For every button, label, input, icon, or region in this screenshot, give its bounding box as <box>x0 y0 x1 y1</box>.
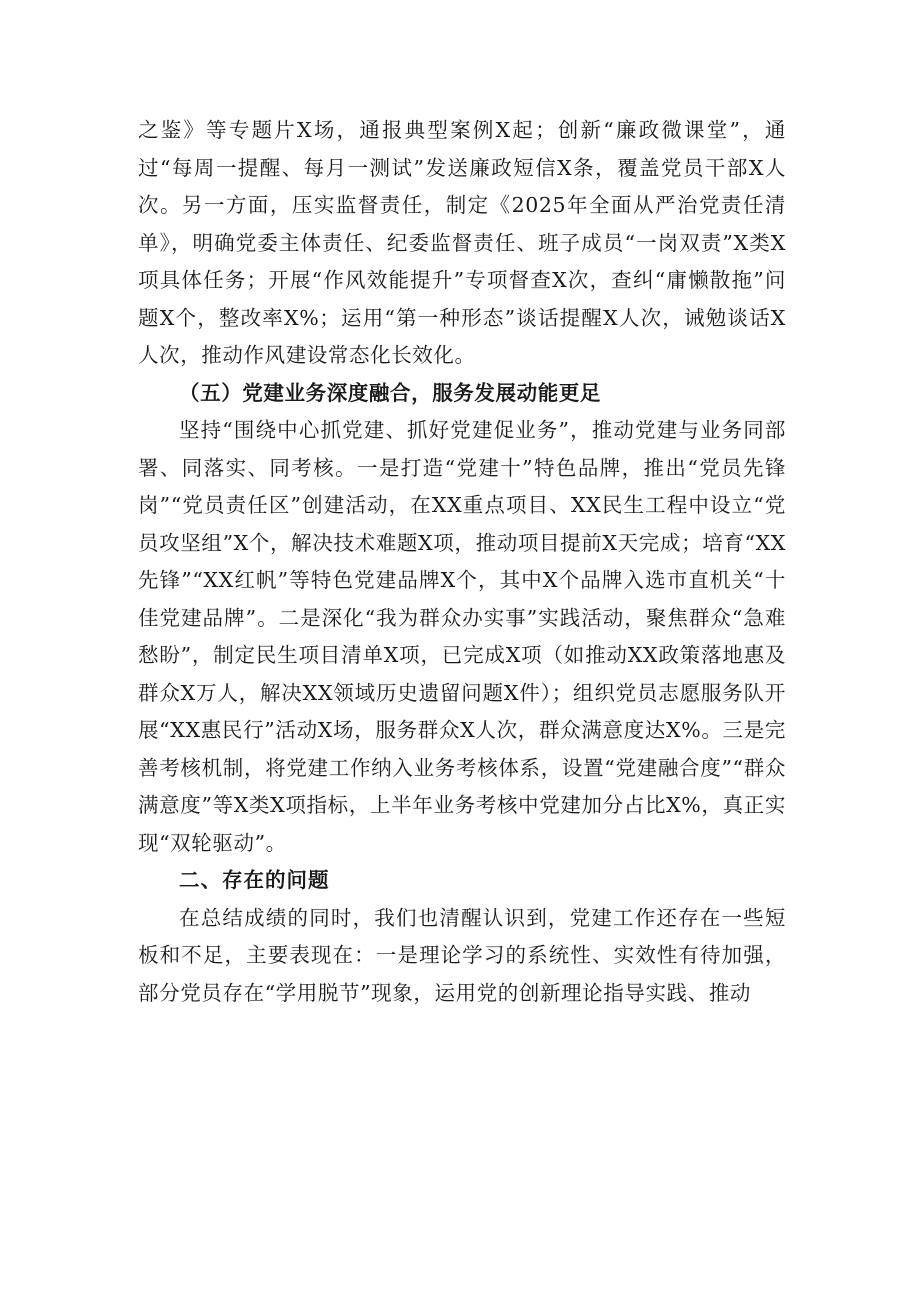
document-page <box>138 112 786 1012</box>
paragraph-continuation: 之鉴》等专题片X场，通报典型案例X起；创新“廉政微课堂”，通过“每周一提醒、每月一测试”发送廉政短信X条，覆盖党员干部X人次。另一方面，压实监督责任，制定《2025年全面从严治党责任清单》，明确党委主体责任、纪委监督责任、班子成员“一岗双责”X类X项具体任务；开展“作风效能提升”专项督查X次，查纠“庸懒散拖”问题X个，整改率X%；运用“第一种形态”谈话提醒X人次，诫勉谈话X人次，推动作风建设常态化长效化。 <box>138 118 786 367</box>
subheading-five: （五）党建业务深度融合，服务发展动能更足 <box>179 380 601 405</box>
paragraph-problems: 在总结成绩的同时，我们也清醒认识到，党建工作还存在一些短板和不足，主要表现在：一是理论学习的系统性、实效性有待加强，部分党员存在“学用脱节”现象，运用党的创新理论指导实践、推动 <box>138 905 786 1005</box>
section-heading-problems: 二、存在的问题 <box>179 868 330 892</box>
paragraph-integration: 坚持“围绕中心抓党建、抓好党建促业务”，推动党建与业务同部署、同落实、同考核。一是打造“党建十”特色品牌，推出“党员先锋岗”“党员责任区”创建活动，在XX重点项目、XX民生工程中设立“党员攻坚组”X个，解决技术难题X项，推动项目提前X天完成；培育“XX先锋”“XX红帆”等特色党建品牌X个，其中X个品牌入选市直机关“十佳党建品牌”。二是深化“我为群众办实事”实践活动，聚焦群众“急难愁盼”，制定民生项目清单X项，已完成X项（如推动XX政策落地惠及群众X万人，解决XX领域历史遗留问题X件）；组织党员志愿服务队开展“XX惠民行”活动X场，服务群众X人次，群众满意度达X%。三是完善考核机制，将党建工作纳入业务考核体系，设置“党建融合度”“群众满意度”等X类X项指标，上半年业务考核中党建加分占比X%，真正实现“双轮驱动”。 <box>138 418 786 855</box>
